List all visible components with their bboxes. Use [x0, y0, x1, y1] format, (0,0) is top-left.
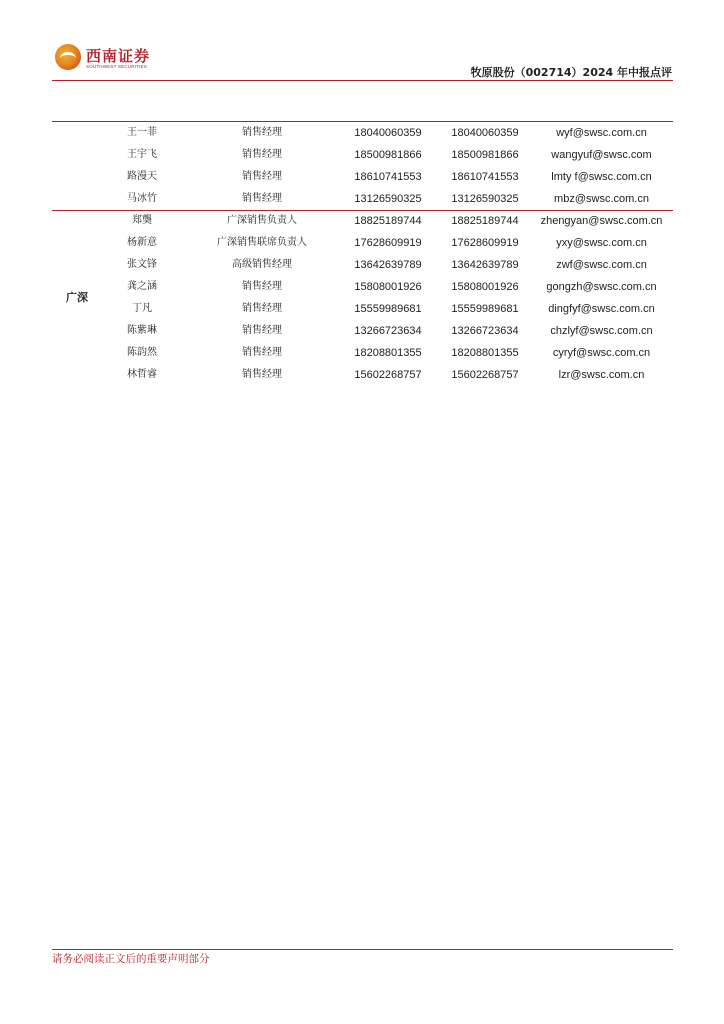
table-row — [52, 364, 673, 386]
contact-mobile: 15602268757 — [451, 369, 519, 381]
contact-name: 路漫天 — [127, 171, 157, 182]
contact-email: yxy@swsc.com.cn — [556, 237, 647, 249]
contact-mobile: 13126590325 — [451, 193, 519, 205]
contact-mobile: 17628609919 — [451, 237, 519, 249]
contact-mobile: 18500981866 — [451, 149, 519, 161]
contact-name: 杨新意 — [127, 237, 157, 248]
contact-email: cyryf@swsc.com.cn — [552, 347, 651, 359]
contact-title: 销售经理 — [242, 325, 282, 336]
table-row — [52, 166, 673, 188]
contact-title: 广深销售联席负责人 — [217, 237, 307, 248]
contact-telephone: 15602268757 — [354, 369, 422, 381]
contact-email: dingfyf@swsc.com.cn — [548, 303, 655, 315]
contact-mobile: 18610741553 — [451, 171, 519, 183]
contact-telephone: 18500981866 — [354, 149, 422, 161]
contact-email: lmty f@swsc.com.cn — [551, 171, 652, 183]
contact-email: wyf@swsc.com.cn — [556, 127, 647, 139]
footer-divider — [52, 949, 673, 950]
table-row — [52, 276, 673, 298]
contact-telephone: 13642639789 — [354, 259, 422, 271]
contact-mobile: 15808001926 — [451, 281, 519, 293]
contact-telephone: 18610741553 — [354, 171, 422, 183]
contact-email: zwf@swsc.com.cn — [556, 259, 647, 271]
contact-name: 丁凡 — [132, 303, 152, 314]
contact-mobile: 13266723634 — [451, 325, 519, 337]
page-header — [0, 0, 724, 82]
contact-email: lzr@swsc.com.cn — [558, 369, 645, 381]
contact-telephone: 13126590325 — [354, 193, 422, 205]
contact-title: 销售经理 — [242, 347, 282, 358]
footer-notice: 请务必阅读正文后的重要声明部分 — [52, 953, 210, 965]
logo-emblem-icon — [55, 44, 81, 70]
table-row — [52, 298, 673, 320]
contact-title: 销售经理 — [242, 149, 282, 160]
contact-telephone: 18040060359 — [354, 127, 422, 139]
contact-title: 广深销售负责人 — [227, 215, 297, 226]
contact-title: 高级销售经理 — [232, 259, 292, 270]
contact-name: 张文锋 — [127, 259, 157, 270]
region-label: 广深 — [66, 291, 88, 304]
contact-telephone: 15808001926 — [354, 281, 422, 293]
contact-telephone: 17628609919 — [354, 237, 422, 249]
contact-title: 销售经理 — [242, 171, 282, 182]
contact-email: wangyuf@swsc.com — [551, 149, 652, 161]
contact-mobile: 15559989681 — [451, 303, 519, 315]
contact-email: gongzh@swsc.com.cn — [546, 281, 657, 293]
logo-english-name: SOUTHWEST SECURITIES — [86, 64, 147, 69]
company-logo — [55, 44, 155, 74]
contact-mobile: 13642639789 — [451, 259, 519, 271]
contact-title: 销售经理 — [242, 281, 282, 292]
contact-name: 郑龑 — [132, 215, 152, 226]
contact-title: 销售经理 — [242, 303, 282, 314]
table-row — [52, 232, 673, 254]
contact-name: 陈韵然 — [127, 347, 157, 358]
table-row — [52, 210, 673, 232]
contact-name: 马冰竹 — [127, 193, 157, 204]
logo-chinese-name: 西南证券 — [86, 47, 151, 65]
contact-name: 陈紫琳 — [127, 325, 157, 336]
contact-email: mbz@swsc.com.cn — [554, 193, 649, 205]
contact-email: zhengyan@swsc.com.cn — [540, 215, 663, 227]
contact-telephone: 18208801355 — [354, 347, 422, 359]
contact-telephone: 15559989681 — [354, 303, 422, 315]
contact-mobile: 18040060359 — [451, 127, 519, 139]
contact-telephone: 13266723634 — [354, 325, 422, 337]
table-row — [52, 144, 673, 166]
contact-title: 销售经理 — [242, 127, 282, 138]
contact-name: 龚之涵 — [127, 281, 157, 292]
header-divider — [52, 80, 673, 81]
contact-name: 王宇飞 — [127, 149, 157, 160]
table-row — [52, 254, 673, 276]
contact-telephone: 18825189744 — [354, 215, 422, 227]
table-row — [52, 342, 673, 364]
contact-mobile: 18208801355 — [451, 347, 519, 359]
contact-title: 销售经理 — [242, 369, 282, 380]
contact-name: 王一菲 — [127, 127, 157, 138]
contact-name: 林哲睿 — [127, 369, 157, 380]
contact-email: chzlyf@swsc.com.cn — [550, 325, 653, 337]
table-row — [52, 188, 673, 210]
table-row — [52, 122, 673, 144]
report-title: 牧原股份（002714）2024 年中报点评 — [470, 66, 672, 79]
table-row — [52, 320, 673, 342]
contact-mobile: 18825189744 — [451, 215, 519, 227]
contact-title: 销售经理 — [242, 193, 282, 204]
